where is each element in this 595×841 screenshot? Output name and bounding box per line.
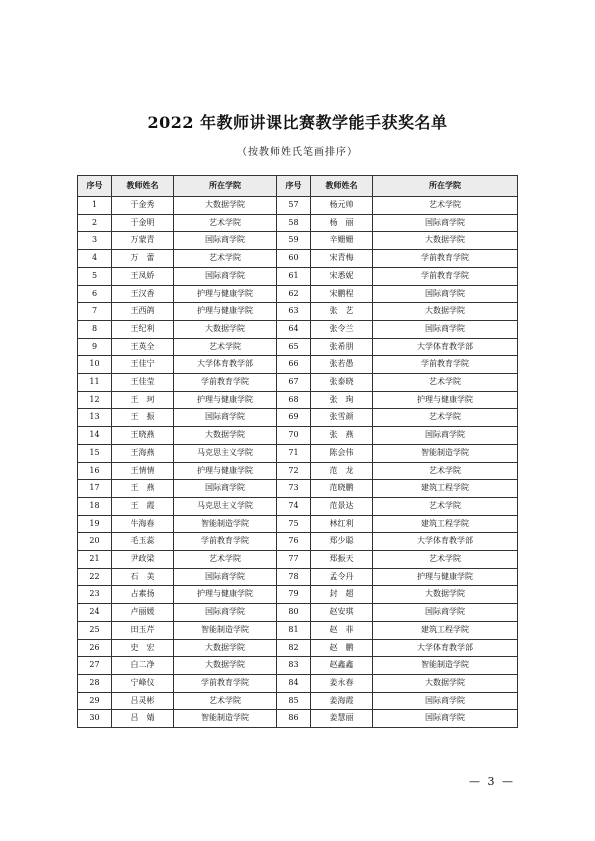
teacher-name-left: 王英全 xyxy=(112,338,174,356)
teacher-name-left: 王情情 xyxy=(112,462,174,480)
row-index-left: 7 xyxy=(78,303,112,321)
teacher-name-right: 赵 菲 xyxy=(311,621,373,639)
table-row xyxy=(78,427,518,445)
teacher-name-left: 王佳莹 xyxy=(112,374,174,392)
college-right: 国际商学院 xyxy=(373,320,518,338)
teacher-name-left: 王纪利 xyxy=(112,320,174,338)
teacher-name-left: 万 蕾 xyxy=(112,250,174,268)
header-college-right: 所在学院 xyxy=(373,176,518,197)
college-left: 国际商学院 xyxy=(174,267,277,285)
teacher-name-right: 张 珣 xyxy=(311,391,373,409)
row-index-right: 62 xyxy=(277,285,311,303)
teacher-name-right: 姜慧丽 xyxy=(311,710,373,728)
row-index-left: 27 xyxy=(78,657,112,675)
row-index-left: 22 xyxy=(78,568,112,586)
row-index-right: 80 xyxy=(277,604,311,622)
row-index-right: 69 xyxy=(277,409,311,427)
college-left: 护理与健康学院 xyxy=(174,462,277,480)
row-index-left: 5 xyxy=(78,267,112,285)
table-row xyxy=(78,710,518,728)
teacher-name-right: 范景达 xyxy=(311,497,373,515)
teacher-name-right: 宋悉妮 xyxy=(311,267,373,285)
teacher-name-right: 张若愚 xyxy=(311,356,373,374)
college-right: 建筑工程学院 xyxy=(373,515,518,533)
table-row xyxy=(78,586,518,604)
teacher-name-left: 王佳宁 xyxy=(112,356,174,374)
teacher-name-right: 张令兰 xyxy=(311,320,373,338)
row-index-left: 19 xyxy=(78,515,112,533)
college-right: 国际商学院 xyxy=(373,692,518,710)
table-row xyxy=(78,444,518,462)
row-index-left: 25 xyxy=(78,621,112,639)
college-left: 马克思主义学院 xyxy=(174,497,277,515)
teacher-name-right: 辛姗姗 xyxy=(311,232,373,250)
college-left: 艺术学院 xyxy=(174,551,277,569)
row-index-left: 20 xyxy=(78,533,112,551)
college-right: 大学体育教学部 xyxy=(373,533,518,551)
table-row xyxy=(78,515,518,533)
college-left: 国际商学院 xyxy=(174,480,277,498)
table-row xyxy=(78,267,518,285)
teacher-name-left: 于金明 xyxy=(112,214,174,232)
college-left: 智能制造学院 xyxy=(174,515,277,533)
teacher-name-right: 张泰晓 xyxy=(311,374,373,392)
row-index-left: 13 xyxy=(78,409,112,427)
row-index-right: 57 xyxy=(277,197,311,215)
college-right: 学前教育学院 xyxy=(373,250,518,268)
table-row xyxy=(78,250,518,268)
row-index-right: 83 xyxy=(277,657,311,675)
row-index-left: 21 xyxy=(78,551,112,569)
page-title: 2022 年教师讲课比赛教学能手获奖名单 xyxy=(147,113,448,132)
teacher-name-right: 宋鹏程 xyxy=(311,285,373,303)
college-left: 智能制造学院 xyxy=(174,710,277,728)
teacher-name-right: 姜永春 xyxy=(311,674,373,692)
teacher-name-right: 杨元帅 xyxy=(311,197,373,215)
row-index-right: 72 xyxy=(277,462,311,480)
college-left: 艺术学院 xyxy=(174,214,277,232)
college-right: 国际商学院 xyxy=(373,285,518,303)
table-row xyxy=(78,657,518,675)
table-row xyxy=(78,568,518,586)
row-index-left: 1 xyxy=(78,197,112,215)
table-row xyxy=(78,621,518,639)
row-index-right: 65 xyxy=(277,338,311,356)
teacher-name-left: 于金秀 xyxy=(112,197,174,215)
college-left: 艺术学院 xyxy=(174,338,277,356)
teacher-name-left: 王汉香 xyxy=(112,285,174,303)
header-index-right: 序号 xyxy=(277,176,311,197)
teacher-name-left: 尹政梁 xyxy=(112,551,174,569)
header-name-left: 教师姓名 xyxy=(112,176,174,197)
header-college-left: 所在学院 xyxy=(174,176,277,197)
teacher-name-right: 张希朋 xyxy=(311,338,373,356)
table-row xyxy=(78,480,518,498)
college-right: 大数据学院 xyxy=(373,586,518,604)
teacher-name-right: 赵安琪 xyxy=(311,604,373,622)
college-right: 艺术学院 xyxy=(373,197,518,215)
teacher-name-left: 王 振 xyxy=(112,409,174,427)
table-row xyxy=(78,285,518,303)
row-index-right: 85 xyxy=(277,692,311,710)
college-right: 建筑工程学院 xyxy=(373,480,518,498)
teacher-name-left: 毛玉蕊 xyxy=(112,533,174,551)
teacher-name-left: 白二净 xyxy=(112,657,174,675)
teacher-name-right: 封 超 xyxy=(311,586,373,604)
college-right: 艺术学院 xyxy=(373,374,518,392)
table-row xyxy=(78,197,518,215)
page-number: — 3 — xyxy=(469,775,515,788)
college-left: 大数据学院 xyxy=(174,657,277,675)
teacher-name-right: 郑振天 xyxy=(311,551,373,569)
row-index-right: 68 xyxy=(277,391,311,409)
row-index-left: 2 xyxy=(78,214,112,232)
row-index-left: 28 xyxy=(78,674,112,692)
table-row xyxy=(78,391,518,409)
college-left: 大数据学院 xyxy=(174,197,277,215)
award-roster-table xyxy=(77,175,518,728)
college-left: 艺术学院 xyxy=(174,250,277,268)
row-index-right: 66 xyxy=(277,356,311,374)
row-index-right: 64 xyxy=(277,320,311,338)
college-left: 学前教育学院 xyxy=(174,674,277,692)
college-right: 国际商学院 xyxy=(373,604,518,622)
college-right: 护理与健康学院 xyxy=(373,568,518,586)
college-left: 智能制造学院 xyxy=(174,621,277,639)
row-index-right: 84 xyxy=(277,674,311,692)
teacher-name-left: 吕 婧 xyxy=(112,710,174,728)
college-right: 大学体育教学部 xyxy=(373,639,518,657)
college-right: 艺术学院 xyxy=(373,409,518,427)
college-left: 大数据学院 xyxy=(174,320,277,338)
teacher-name-left: 石 美 xyxy=(112,568,174,586)
table-row xyxy=(78,639,518,657)
row-index-left: 30 xyxy=(78,710,112,728)
college-right: 智能制造学院 xyxy=(373,444,518,462)
teacher-name-right: 宋青梅 xyxy=(311,250,373,268)
teacher-name-right: 姜海霞 xyxy=(311,692,373,710)
row-index-right: 67 xyxy=(277,374,311,392)
row-index-right: 79 xyxy=(277,586,311,604)
teacher-name-left: 王西鸽 xyxy=(112,303,174,321)
row-index-right: 60 xyxy=(277,250,311,268)
teacher-name-right: 赵鑫鑫 xyxy=(311,657,373,675)
row-index-right: 63 xyxy=(277,303,311,321)
header-name-right: 教师姓名 xyxy=(311,176,373,197)
teacher-name-left: 占素扬 xyxy=(112,586,174,604)
row-index-left: 26 xyxy=(78,639,112,657)
college-left: 护理与健康学院 xyxy=(174,586,277,604)
college-right: 国际商学院 xyxy=(373,214,518,232)
table-row xyxy=(78,551,518,569)
college-left: 国际商学院 xyxy=(174,232,277,250)
college-left: 护理与健康学院 xyxy=(174,391,277,409)
teacher-name-right: 张 艺 xyxy=(311,303,373,321)
table-row xyxy=(78,232,518,250)
teacher-name-right: 赵 鹏 xyxy=(311,639,373,657)
row-index-right: 86 xyxy=(277,710,311,728)
college-right: 建筑工程学院 xyxy=(373,621,518,639)
row-index-left: 24 xyxy=(78,604,112,622)
teacher-name-left: 王 珂 xyxy=(112,391,174,409)
header-index-left: 序号 xyxy=(78,176,112,197)
table-header-row xyxy=(78,176,518,197)
college-right: 艺术学院 xyxy=(373,462,518,480)
college-right: 学前教育学院 xyxy=(373,267,518,285)
row-index-right: 75 xyxy=(277,515,311,533)
teacher-name-left: 卢丽媛 xyxy=(112,604,174,622)
row-index-right: 81 xyxy=(277,621,311,639)
row-index-left: 11 xyxy=(78,374,112,392)
table-row xyxy=(78,674,518,692)
row-index-left: 12 xyxy=(78,391,112,409)
table-row xyxy=(78,497,518,515)
table-row xyxy=(78,303,518,321)
college-right: 国际商学院 xyxy=(373,427,518,445)
teacher-name-right: 杨 丽 xyxy=(311,214,373,232)
college-right: 智能制造学院 xyxy=(373,657,518,675)
row-index-right: 77 xyxy=(277,551,311,569)
row-index-left: 9 xyxy=(78,338,112,356)
teacher-name-left: 史 宏 xyxy=(112,639,174,657)
teacher-name-left: 万蒙青 xyxy=(112,232,174,250)
row-index-left: 4 xyxy=(78,250,112,268)
college-left: 大数据学院 xyxy=(174,427,277,445)
row-index-left: 23 xyxy=(78,586,112,604)
row-index-left: 17 xyxy=(78,480,112,498)
row-index-right: 71 xyxy=(277,444,311,462)
college-left: 国际商学院 xyxy=(174,568,277,586)
teacher-name-right: 范 龙 xyxy=(311,462,373,480)
row-index-right: 58 xyxy=(277,214,311,232)
table-row xyxy=(78,462,518,480)
row-index-left: 29 xyxy=(78,692,112,710)
teacher-name-right: 张雪颜 xyxy=(311,409,373,427)
table-body xyxy=(78,197,518,728)
teacher-name-left: 王 燕 xyxy=(112,480,174,498)
table-row xyxy=(78,214,518,232)
table-row xyxy=(78,356,518,374)
college-left: 艺术学院 xyxy=(174,692,277,710)
college-left: 大数据学院 xyxy=(174,639,277,657)
teacher-name-right: 范晓鹏 xyxy=(311,480,373,498)
teacher-name-right: 陈会伟 xyxy=(311,444,373,462)
college-right: 学前教育学院 xyxy=(373,356,518,374)
college-right: 大数据学院 xyxy=(373,303,518,321)
teacher-name-left: 宁峰仪 xyxy=(112,674,174,692)
teacher-name-right: 张 燕 xyxy=(311,427,373,445)
row-index-left: 18 xyxy=(78,497,112,515)
row-index-left: 16 xyxy=(78,462,112,480)
teacher-name-right: 林红利 xyxy=(311,515,373,533)
college-left: 护理与健康学院 xyxy=(174,303,277,321)
college-left: 马克思主义学院 xyxy=(174,444,277,462)
teacher-name-left: 王海燕 xyxy=(112,444,174,462)
table-row xyxy=(78,320,518,338)
table-row xyxy=(78,374,518,392)
row-index-right: 82 xyxy=(277,639,311,657)
row-index-left: 3 xyxy=(78,232,112,250)
college-left: 护理与健康学院 xyxy=(174,285,277,303)
college-left: 大学体育教学部 xyxy=(174,356,277,374)
row-index-left: 14 xyxy=(78,427,112,445)
table-row xyxy=(78,338,518,356)
page-subtitle: （按教师姓氏笔画排序） xyxy=(237,147,358,158)
college-left: 学前教育学院 xyxy=(174,374,277,392)
row-index-left: 10 xyxy=(78,356,112,374)
college-right: 护理与健康学院 xyxy=(373,391,518,409)
college-right: 大数据学院 xyxy=(373,674,518,692)
college-right: 国际商学院 xyxy=(373,710,518,728)
college-right: 大数据学院 xyxy=(373,232,518,250)
teacher-name-left: 吕灵彬 xyxy=(112,692,174,710)
college-right: 艺术学院 xyxy=(373,551,518,569)
teacher-name-left: 王 霞 xyxy=(112,497,174,515)
college-left: 学前教育学院 xyxy=(174,533,277,551)
teacher-name-left: 王晓燕 xyxy=(112,427,174,445)
table-row xyxy=(78,533,518,551)
row-index-right: 59 xyxy=(277,232,311,250)
teacher-name-right: 郑少聪 xyxy=(311,533,373,551)
college-right: 大学体育教学部 xyxy=(373,338,518,356)
row-index-right: 61 xyxy=(277,267,311,285)
teacher-name-right: 孟令丹 xyxy=(311,568,373,586)
teacher-name-left: 牛海春 xyxy=(112,515,174,533)
teacher-name-left: 田玉芹 xyxy=(112,621,174,639)
row-index-right: 78 xyxy=(277,568,311,586)
row-index-left: 8 xyxy=(78,320,112,338)
college-right: 艺术学院 xyxy=(373,497,518,515)
college-left: 国际商学院 xyxy=(174,409,277,427)
teacher-name-left: 王凤娇 xyxy=(112,267,174,285)
table-row xyxy=(78,604,518,622)
table-row xyxy=(78,692,518,710)
row-index-right: 70 xyxy=(277,427,311,445)
row-index-right: 76 xyxy=(277,533,311,551)
row-index-right: 73 xyxy=(277,480,311,498)
row-index-left: 15 xyxy=(78,444,112,462)
row-index-left: 6 xyxy=(78,285,112,303)
row-index-right: 74 xyxy=(277,497,311,515)
college-left: 国际商学院 xyxy=(174,604,277,622)
table-row xyxy=(78,409,518,427)
